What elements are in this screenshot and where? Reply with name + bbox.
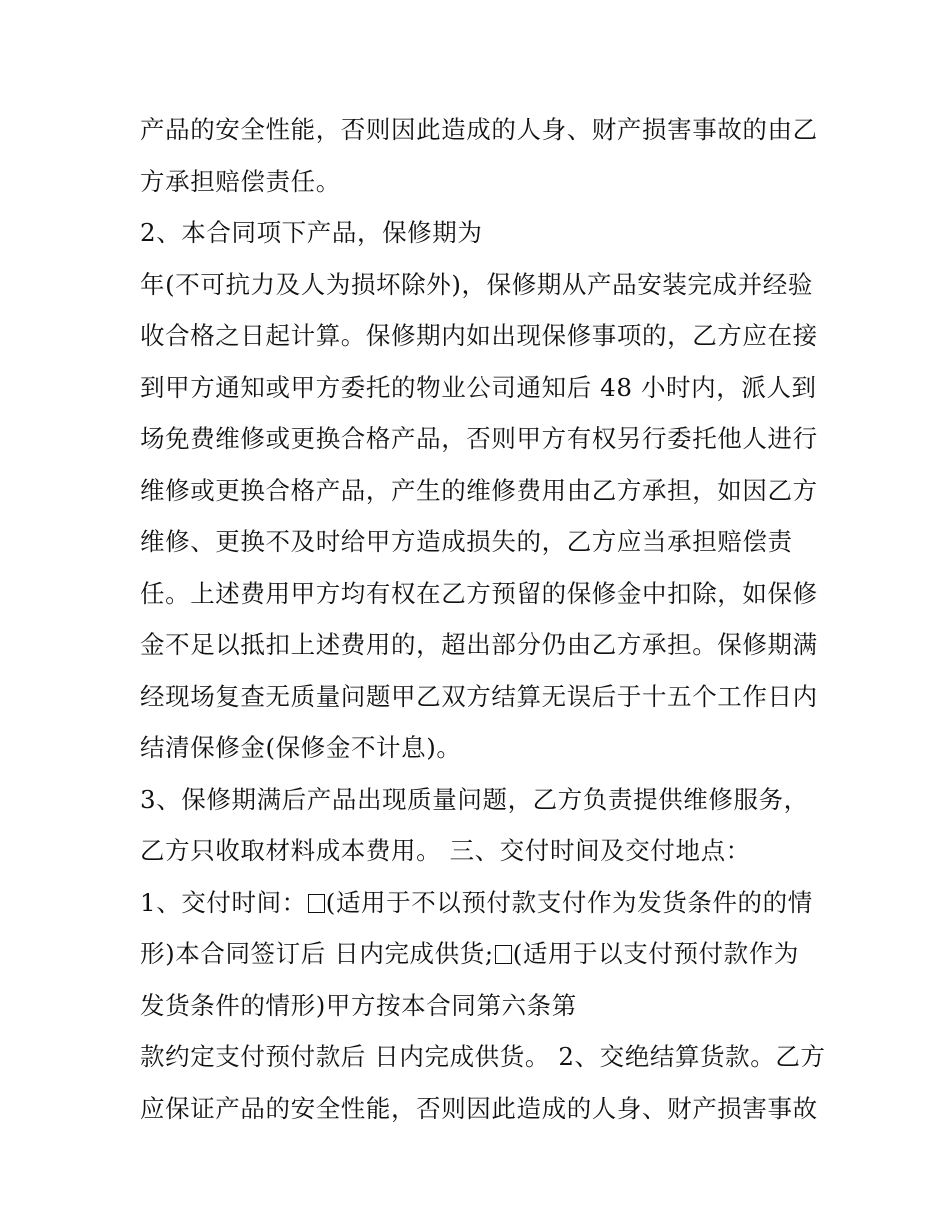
text-line: 2、本合同项下产品，保修期为 [140,218,483,247]
text-line: 款约定支付预付款后 日内完成供货。 2、交绝结算货款。乙方 [140,1042,826,1071]
checkbox-icon[interactable] [308,894,325,913]
text-line: 经现场复查无质量问题甲乙双方结算无误后于十五个工作日内 [140,681,818,711]
text-line: 场免费维修或更换合格产品，否则甲方有权另行委托他人进行 [140,424,818,453]
text-line-with-checkbox [140,928,820,980]
text-line: 发货条件的情形)甲方按本合同第六条第 [140,990,577,1020]
text-line: 方承担赔偿责任。 [140,166,341,196]
checkbox-icon[interactable] [495,945,512,964]
line-text-after: (适用于不以预付款支付作为发货条件的的情 [325,887,813,917]
line-text-after: (适用于以支付预付款作为 [512,939,799,968]
text-line: 维修或更换合格产品，产生的维修费用由乙方承担，如因乙方 [140,475,818,505]
text-line: 年(不可抗力及人为损坏除外)，保修期从产品安装完成并经验 [140,269,813,299]
text-line: 应保证产品的安全性能，否则因此造成的人身、财产损害事故 [140,1093,818,1123]
text-line: 维修、更换不及时给甲方造成损失的，乙方应当承担赔偿责 [140,527,793,556]
line-text-before: 1、交付时间： [140,887,307,917]
document-body [140,104,826,1134]
text-line: 金不足以抵扣上述费用的，超出部分仍由乙方承担。保修期满 [140,630,818,659]
text-line: 3、保修期满后产品出现质量问题，乙方负责提供维修服务， [140,784,809,814]
text-line: 到甲方通知或甲方委托的物业公司通知后 48 小时内，派人到 [140,372,817,402]
text-line: 乙方只收取材料成本费用。 三、交付时间及交付地点： [140,836,751,865]
line-text-before: 形)本合同签订后 日内完成供货; [140,939,494,968]
text-line-with-checkbox [140,877,820,929]
text-line: 收合格之日起计算。保修期内如出现保修事项的，乙方应在接 [140,321,818,350]
text-line: 任。上述费用甲方均有权在乙方预留的保修金中扣除，如保修 [140,578,818,608]
text-line: 结清保修金(保修金不计息)。 [140,733,462,762]
text-line: 产品的安全性能，否则因此造成的人身、财产损害事故的由乙 [140,115,818,144]
